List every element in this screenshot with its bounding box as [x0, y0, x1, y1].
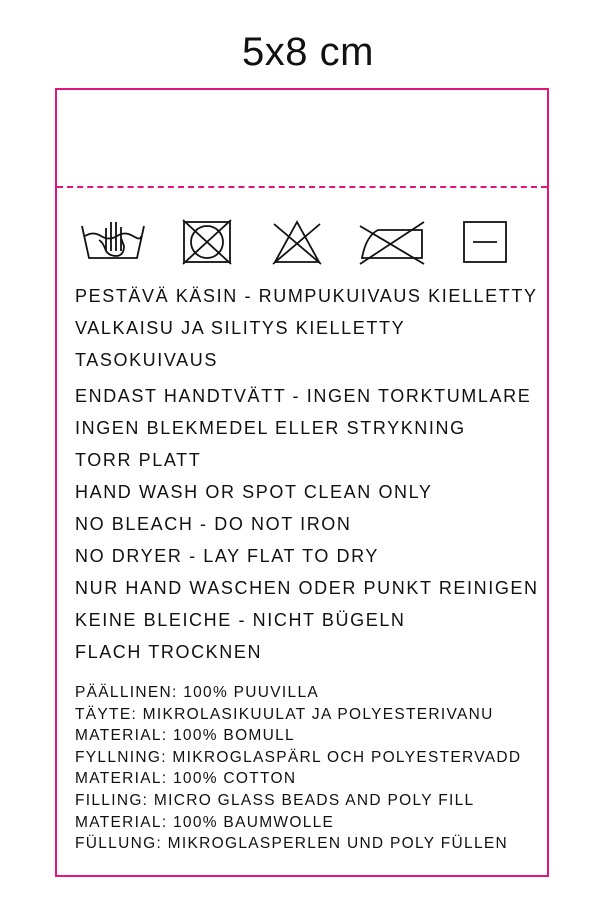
- material-line: MATERIAL: 100% BAUMWOLLE: [75, 813, 335, 831]
- care-line-de-2: KEINE BLEICHE - NICHT BÜGELN: [75, 610, 406, 630]
- material-line: FÜLLUNG: MIKROGLASPERLEN UND POLY FÜLLEN: [75, 835, 508, 853]
- care-label: [55, 88, 549, 877]
- material-composition: [75, 682, 545, 855]
- no-tumble-dry-icon: [179, 218, 235, 266]
- care-line-sv-2: INGEN BLEKMEDEL ELLER STRYKNING: [75, 418, 466, 438]
- material-line: PÄÄLLINEN: 100% PUUVILLA: [75, 684, 319, 701]
- care-line-fi-2: VALKAISU JA SILITYS KIELLETTY: [75, 318, 406, 338]
- care-line-en-1: HAND WASH OR SPOT CLEAN ONLY: [75, 482, 433, 502]
- care-line-sv-3: TORR PLATT: [75, 450, 202, 470]
- care-line-de-1: NUR HAND WASCHEN ODER PUNKT REINIGEN: [75, 578, 539, 598]
- care-line-en-2: NO BLEACH - DO NOT IRON: [75, 514, 352, 534]
- care-line-fi-3: TASOKUIVAUS: [75, 350, 218, 370]
- material-line: FYLLNING: MIKROGLASPÄRL OCH POLYESTERVADD: [75, 748, 522, 766]
- material-line: TÄYTE: MIKROLASIKUULAT JA POLYESTERIVANU: [75, 705, 494, 723]
- material-line: MATERIAL: 100% COTTON: [75, 770, 297, 788]
- dry-flat-icon: [461, 218, 509, 266]
- no-bleach-icon: [269, 218, 325, 266]
- fold-line: [57, 186, 547, 188]
- no-iron-icon: [356, 218, 428, 266]
- care-line-sv-1: ENDAST HANDTVÄTT - INGEN TORKTUMLARE: [75, 386, 532, 406]
- care-line-de-3: FLACH TROCKNEN: [75, 642, 263, 662]
- hand-wash-icon: [79, 218, 147, 266]
- care-icons: [79, 218, 519, 268]
- material-line: MATERIAL: 100% BOMULL: [75, 727, 295, 745]
- page-title: 5x8 cm: [242, 30, 374, 74]
- care-instructions: [75, 280, 545, 668]
- care-line-en-3: NO DRYER - LAY FLAT TO DRY: [75, 546, 380, 566]
- care-line-fi-1: PESTÄVÄ KÄSIN - RUMPUKUIVAUS KIELLETTY: [75, 286, 538, 306]
- material-line: FILLING: MICRO GLASS BEADS AND POLY FILL: [75, 791, 475, 809]
